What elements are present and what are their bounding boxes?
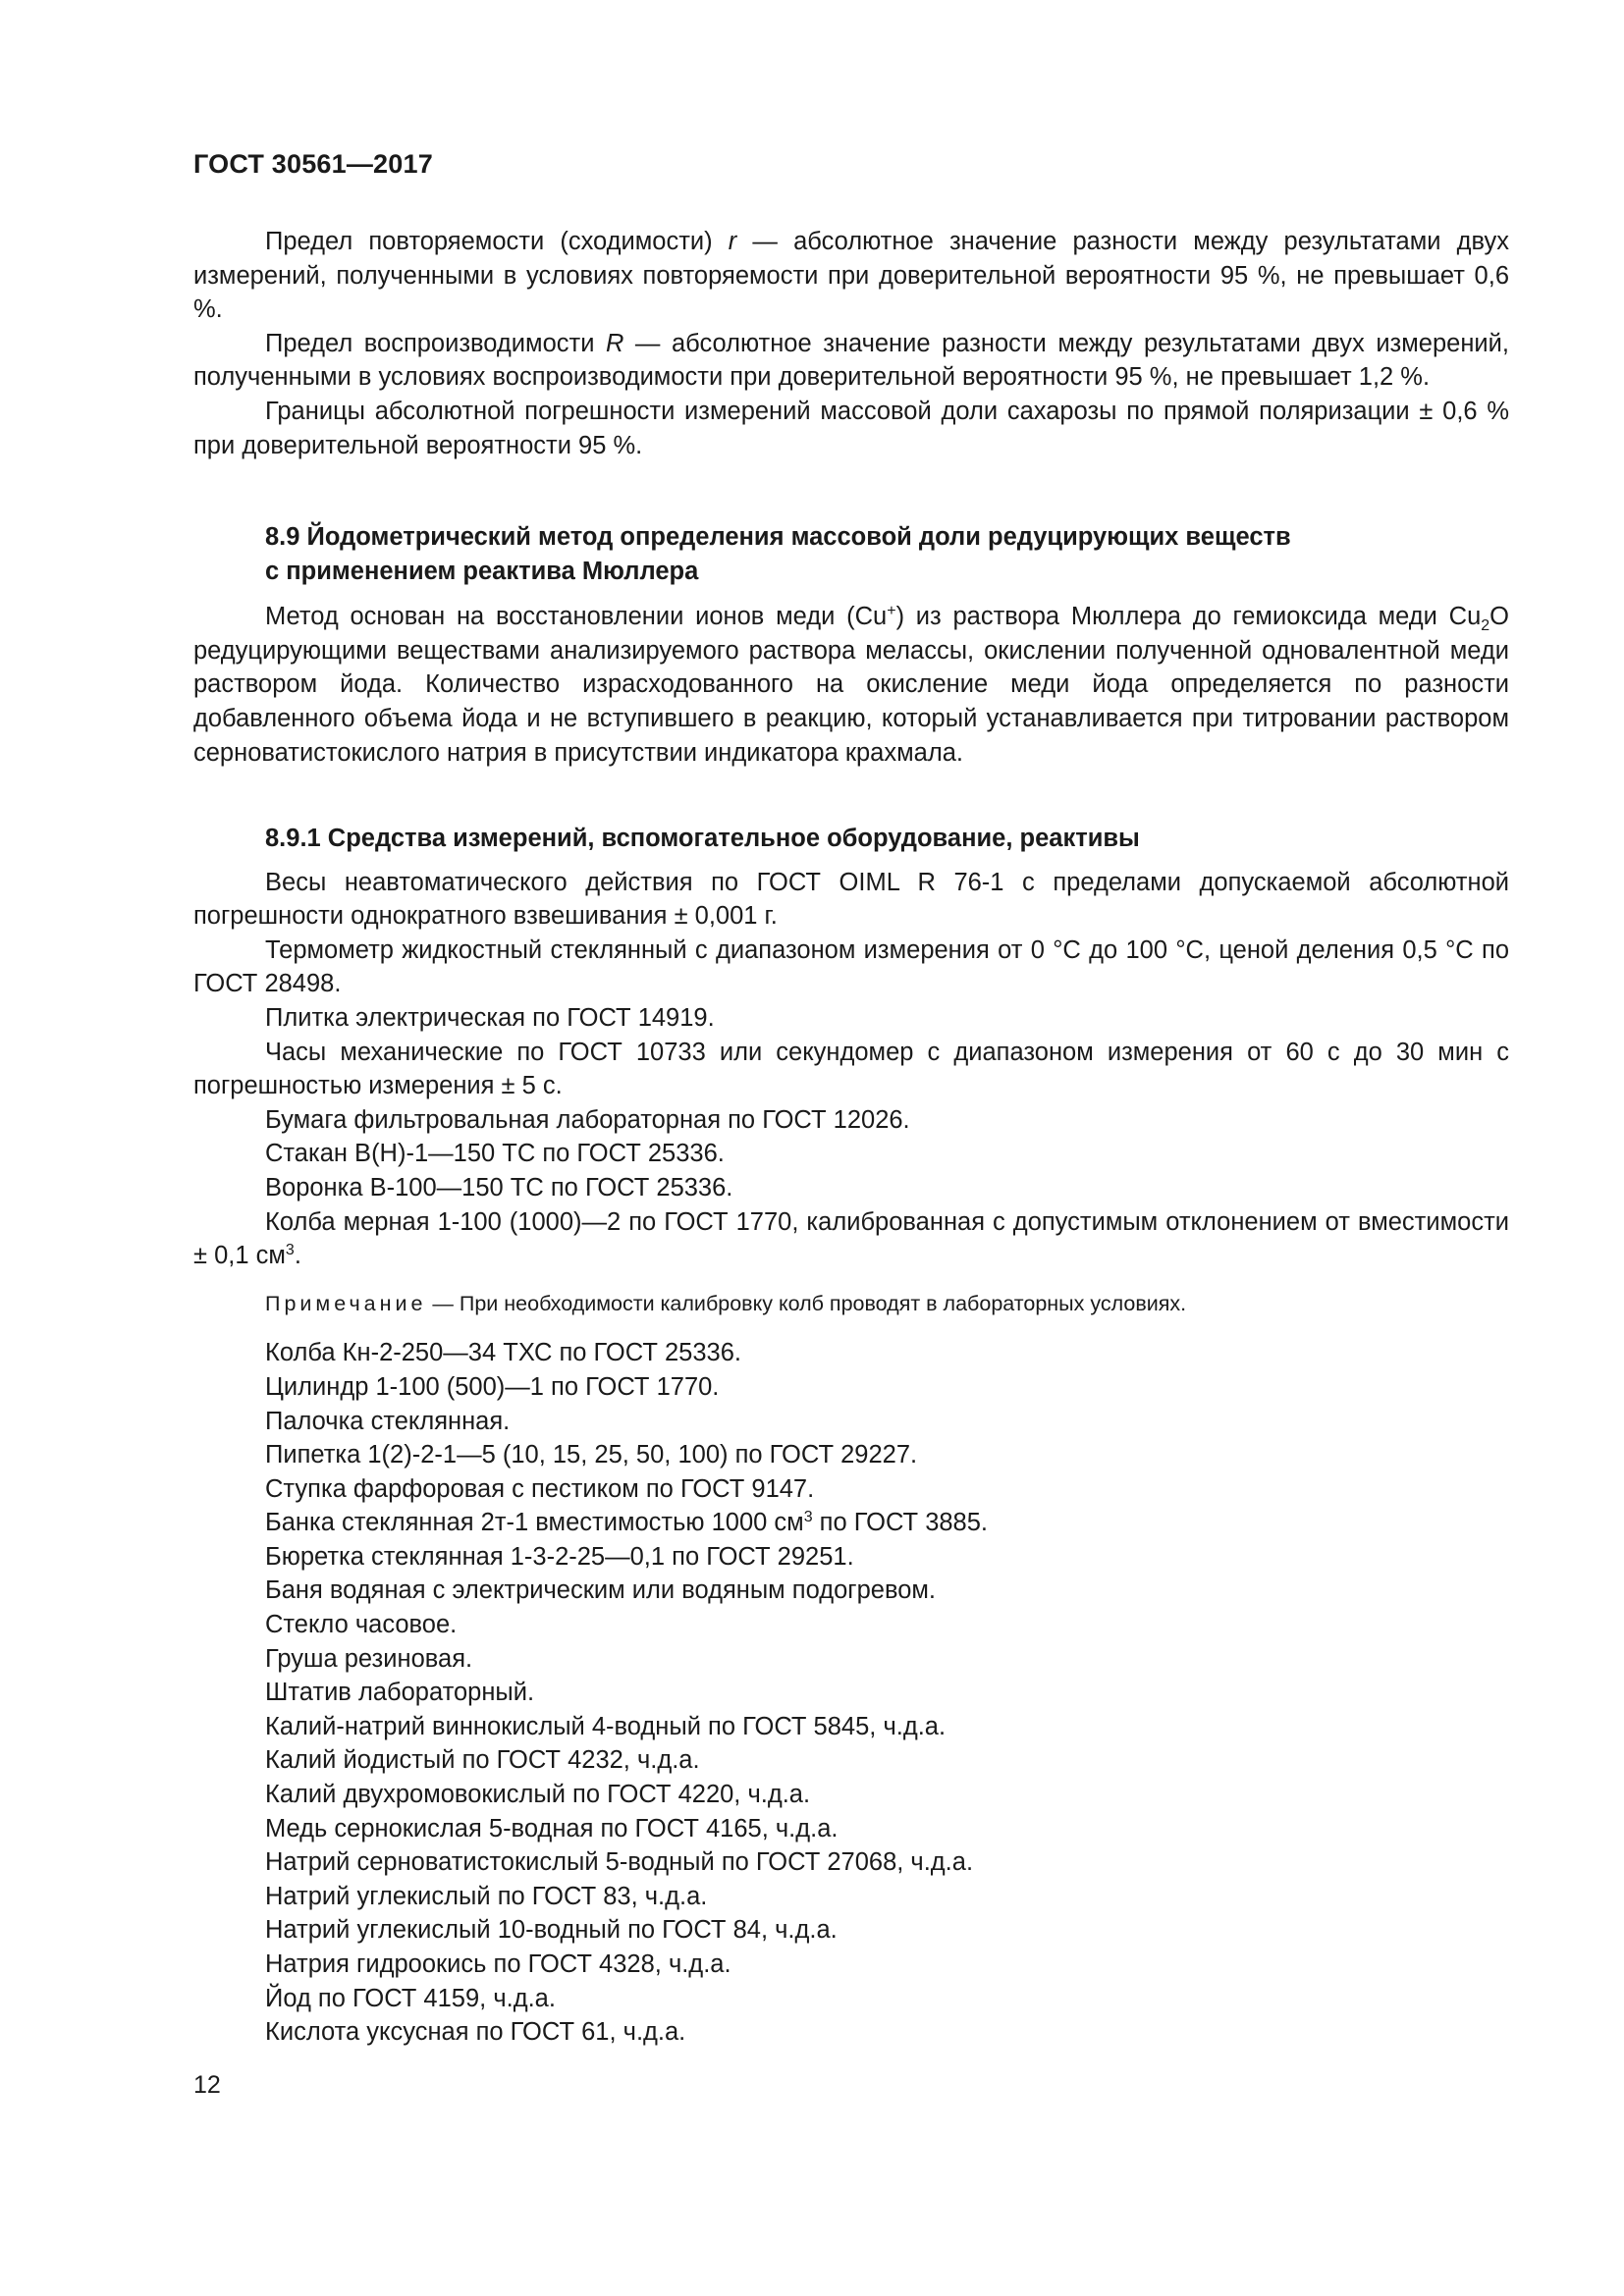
document-header: ГОСТ 30561—2017 [193,149,433,179]
list-item: Пипетка 1(2)-2-1—5 (10, 15, 25, 50, 100) по ГОСТ 29227. [265,1441,918,1469]
list-item: Цилиндр 1-100 (500)—1 по ГОСТ 1770. [265,1372,720,1401]
reproducibility-paragraph: Предел воспроизводимости R — абсолютное значение разности между результатами двух измерений, полученными в условиях воспроизводимости при доверительной вероятности 95 %, не превышает 1,2 %. [193,329,1509,392]
list-item: Йод по ГОСТ 4159, ч.д.а. [265,1984,556,2012]
equipment-paragraphs [193,866,1509,1273]
list-item: Натрий углекислый по ГОСТ 83, ч.д.а. [265,1882,708,1910]
list-item: Груша резиновая. [265,1644,473,1673]
list-item: Колба Кн-2-250—34 ТХС по ГОСТ 25336. [265,1339,741,1367]
note: Примечание — При необходимости калибровку колб проводят в лабораторных условиях. [265,1291,1187,1315]
list-item: Натрий углекислый 10-водный по ГОСТ 84, ч.д.а. [265,1916,838,1945]
equipment-item: Часы механические по ГОСТ 10733 или секундомер с диапазоном измерения от 60 с до 30 мин с погрешностью измерения ± 5 с. [193,1038,1509,1100]
equipment-item: Термометр жидкостный стеклянный с диапазоном измерения от 0 °С до 100 °С, ценой деления 0,5 °С по ГОСТ 28498. [193,935,1509,998]
equipment-item: Весы неавтоматического действия по ГОСТ OIML R 76-1 с пределами допускаемой абсолютной погрешности однократного взвешивания ± 0,001 г. [193,868,1509,931]
list-item: Натрий серноватистокислый 5-водный по ГОСТ 27068, ч.д.а. [265,1848,974,1877]
list-item: Калий двухромовокислый по ГОСТ 4220, ч.д.а. [265,1781,811,1809]
section-8-9-1 [193,822,1509,2050]
intro-block [193,225,1509,462]
section-8-9 [193,520,1509,770]
repeatability-paragraph: Предел повторяемости (сходимости) r — абсолютное значение разности между результатами двух измерений, полученными в условиях повторяемости при доверительной вероятности 95 %, не превышает 0,6 %. [193,228,1509,324]
reagents-list [193,1336,1509,2049]
section-heading: 8.9 Йодометрический метод определения массовой доли редуцирующих веществ с применением реактива Мюллера [265,523,1291,585]
list-item: Банка стеклянная 2т-1 вместимостью 1000 $см^3$ по ГОСТ 3885. [265,1509,989,1537]
list-item: Палочка стеклянная. [265,1407,511,1435]
list-item: Бюретка стеклянная 1-3-2-25—0,1 по ГОСТ 29251. [265,1542,854,1571]
list-item: Баня водяная с электрическим или водяным подогревом. [265,1576,937,1605]
equipment-item: Стакан В(Н)-1—150 ТС по ГОСТ 25336. [265,1140,725,1168]
list-item: Медь сернокислая 5-водная по ГОСТ 4165, ч.д.а. [265,1814,839,1842]
equipment-item: Бумага фильтровальная лабораторная по ГОСТ 12026. [265,1105,910,1134]
equipment-item: Воронка В-100—150 ТС по ГОСТ 25336. [265,1173,733,1201]
note-label: Примечание [265,1291,427,1315]
subsection-heading: 8.9.1 Средства измерений, вспомогательное оборудование, реактивы [265,825,1140,852]
list-item: Калий йодистый по ГОСТ 4232, ч.д.а. [265,1746,700,1775]
equipment-item: Колба мерная 1-100 (1000)—2 по ГОСТ 1770, калиброванная с допустимым отклонением от вместимости ± 0,1 $см^3$. [193,1207,1509,1270]
list-item: Штатив лабораторный. [265,1679,535,1707]
list-item: Ступка фарфоровая с пестиком по ГОСТ 9147. [265,1474,815,1503]
page-number: 12 [193,2071,221,2099]
list-item: Кислота уксусная по ГОСТ 61, ч.д.а. [265,2018,686,2047]
list-item: Стекло часовое. [265,1611,458,1639]
list-item: Натрия гидроокись по ГОСТ 4328, ч.д.а. [265,1950,731,1978]
list-item: Калий-натрий виннокислый 4-водный по ГОСТ 5845, ч.д.а. [265,1712,947,1740]
error-bounds-paragraph: Границы абсолютной погрешности измерений массовой доли сахарозы по прямой поляризации ± 0,6 % при доверительной вероятности 95 %. [193,397,1509,459]
equipment-item: Плитка электрическая по ГОСТ 14919. [265,1003,715,1032]
method-paragraph: Метод основан на восстановлении ионов меди (Cu+) из раствора Мюллера до гемиоксида меди $Cu_2O$ редуцирующими веществами анализируемого раствора мелассы, окислении полученной одновалентной меди раствором йода. Количество израсходованного на окисление меди йода определяется по разности добавленного объема йода и не вступившего в реакцию, который устанавливается при титровании раствором серноватистокислого натрия в присутствии индикатора крахмала. [193,603,1509,767]
